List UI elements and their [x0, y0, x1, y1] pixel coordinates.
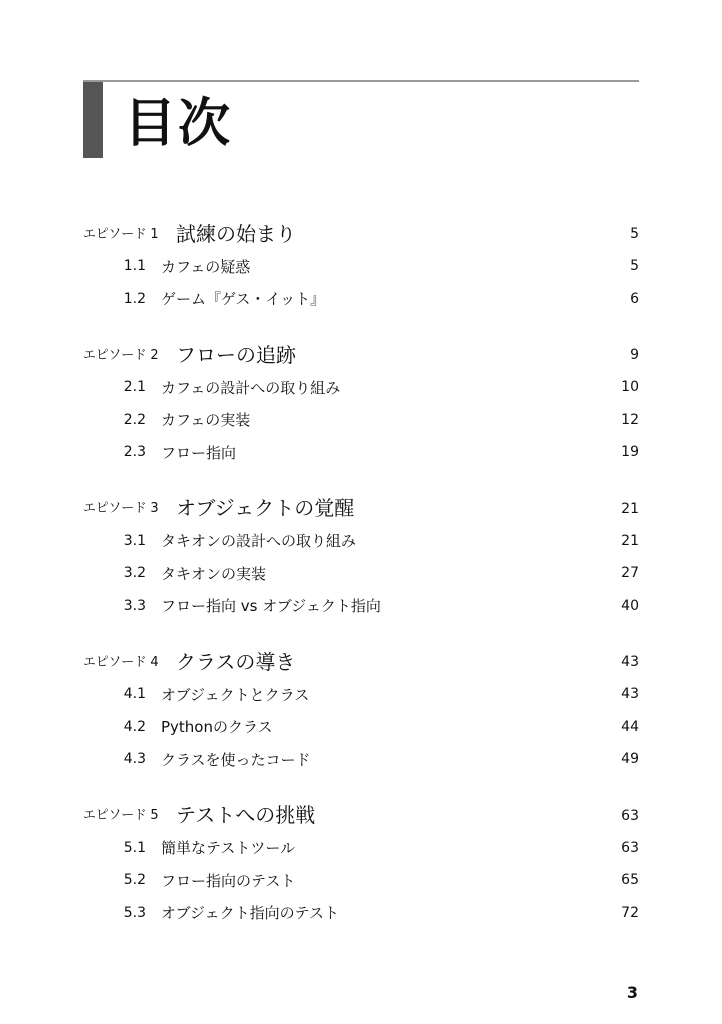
page-number: 3: [626, 983, 638, 1002]
episode-title: テストへの挑戦: [176, 803, 316, 827]
section-row[interactable]: [83, 436, 639, 469]
section-row[interactable]: [83, 404, 639, 437]
section-title: 簡単なテストツール: [161, 839, 296, 858]
page-ref: 10: [621, 379, 639, 396]
section-number: 5.2: [123, 872, 146, 889]
section-number: 4.1: [123, 686, 146, 703]
episode-title: クラスの導き: [176, 649, 296, 674]
table-of-contents: [83, 214, 639, 929]
section-number: 3.2: [123, 565, 146, 582]
episode-title: フローの追跡: [176, 342, 296, 367]
page-ref: 63: [621, 807, 639, 824]
section-row[interactable]: [83, 557, 639, 590]
page-ref: 21: [621, 532, 639, 549]
section-title: フロー指向: [161, 443, 237, 462]
section-row[interactable]: [83, 897, 639, 930]
section-title: フロー指向 vs オブジェクト指向: [161, 597, 381, 616]
section-row[interactable]: [83, 743, 639, 776]
section-row[interactable]: [83, 371, 639, 404]
section-title: カフェの実装: [161, 411, 251, 430]
section-number: 2.2: [123, 411, 146, 428]
episode-row[interactable]: [83, 335, 639, 371]
section-title: タキオンの実装: [161, 564, 267, 583]
page-ref: 9: [630, 347, 639, 363]
section-title: タキオンの設計への取り組み: [161, 532, 357, 551]
section-title: オブジェクト指向のテスト: [161, 904, 340, 923]
section-row[interactable]: [83, 832, 639, 865]
spacer: [83, 776, 639, 796]
page-ref: 43: [621, 686, 639, 703]
episode-label: エピソード 4: [83, 654, 159, 670]
section-number: 3.3: [123, 597, 146, 614]
section-title: オブジェクトとクラス: [161, 685, 310, 704]
section-title: Pythonのクラス: [161, 718, 273, 737]
page-ref: 72: [621, 904, 639, 921]
section-title: フロー指向のテスト: [161, 871, 296, 890]
section-row[interactable]: [83, 525, 639, 558]
page-ref: 43: [621, 654, 639, 670]
episode-label: エピソード 5: [83, 808, 159, 823]
episode-label: エピソード 1: [83, 226, 159, 242]
page-ref: 19: [621, 444, 639, 461]
page-ref: 49: [621, 751, 639, 768]
section-row[interactable]: [83, 590, 639, 623]
episode-label: エピソード 2: [83, 347, 159, 363]
section-title: カフェの設計への取り組み: [161, 378, 341, 397]
section-number: 4.3: [123, 751, 146, 768]
section-number: 2.1: [123, 379, 146, 396]
episode-title: 試練の始まり: [176, 221, 296, 246]
page-ref: 5: [630, 258, 639, 275]
page-ref: 6: [630, 290, 639, 307]
spacer: [83, 315, 639, 335]
section-number: 5.3: [123, 904, 146, 921]
spacer: [83, 469, 639, 489]
page-ref: 65: [621, 872, 639, 889]
episode-label: エピソード 3: [83, 501, 159, 516]
header-rule: [83, 80, 639, 82]
section-number: 1.2: [123, 290, 146, 307]
section-row[interactable]: [83, 864, 639, 897]
section-row[interactable]: [83, 283, 639, 316]
episode-row[interactable]: [83, 796, 639, 832]
page-ref: 27: [621, 565, 639, 582]
page-ref: 40: [621, 597, 639, 614]
page-ref: 63: [621, 839, 639, 856]
episode-row[interactable]: [83, 489, 639, 525]
page-ref: 12: [621, 411, 639, 428]
section-number: 4.2: [123, 718, 146, 735]
spacer: [83, 622, 639, 642]
section-title: ゲーム『ゲス・イット』: [161, 290, 326, 309]
section-title: クラスを使ったコード: [161, 750, 311, 769]
section-row[interactable]: [83, 250, 639, 283]
section-number: 1.1: [123, 258, 146, 275]
episode-row[interactable]: [83, 642, 639, 678]
page-ref: 5: [630, 226, 639, 242]
episode-title: オブジェクトの覚醒: [176, 496, 355, 520]
section-row[interactable]: [83, 711, 639, 744]
section-number: 3.1: [123, 532, 146, 549]
page-title: 目次: [124, 94, 233, 154]
page-ref: 21: [621, 500, 639, 517]
episode-row[interactable]: [83, 214, 639, 250]
title-accent-bar: [83, 82, 103, 158]
section-title: カフェの疑惑: [161, 257, 251, 276]
section-number: 5.1: [123, 839, 146, 856]
section-row[interactable]: [83, 678, 639, 711]
section-number: 2.3: [123, 444, 146, 461]
page-ref: 44: [621, 718, 639, 735]
